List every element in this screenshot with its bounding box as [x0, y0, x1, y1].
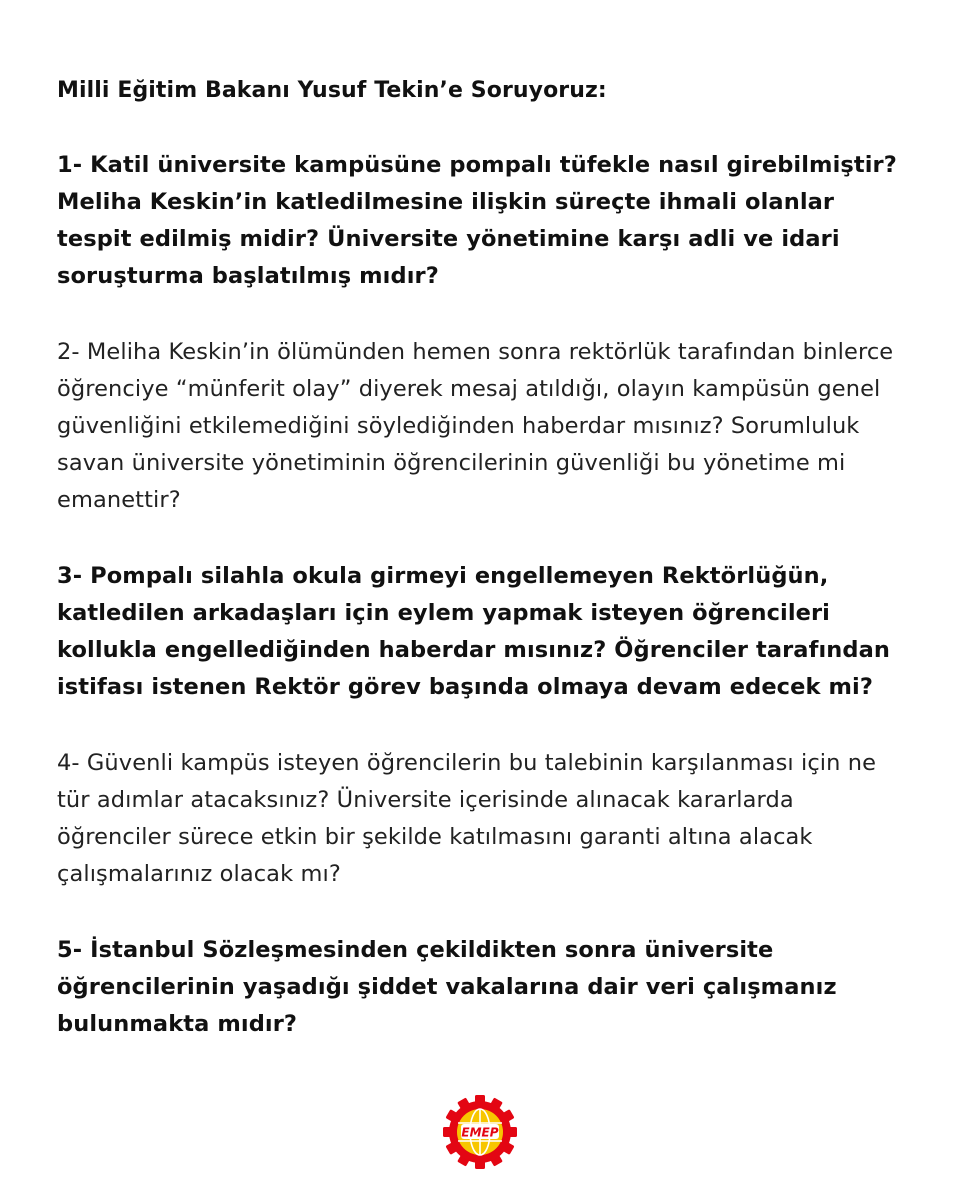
question-5: 5- İstanbul Sözleşmesinden çekildikten sonra üniversite öğrencilerinin yaşadığı şiddet vakalarına dair veri çalışmanız bulunmakta mıdır? — [57, 937, 837, 1037]
question-2: 2- Meliha Keskin’in ölümünden hemen sonra rektörlük tarafından binlerce öğrenciye “münferit olay” diyerek mesaj atıldığı, olayın kampüsün genel güvenliğini etkilemediğini söylediğinden haberdar mısınız? Sorumluluk savan üniversite yönetiminin öğrencilerinin güvenliği bu yönetime mi emanettir? — [57, 339, 894, 513]
question-1: 1- Katil üniversite kampüsüne pompalı tüfekle nasıl girebilmiştir? Meliha Keskin’in katledilmesine ilişkin süreçte ihmali olanlar tespit edilmiş midir? Üniversite yönetimine karşı adli ve idari soruşturma başlatılmış mıdır? — [57, 152, 897, 289]
emep-gear-globe-icon — [441, 1093, 519, 1171]
logo-text: EMEP — [461, 1125, 499, 1140]
document-body — [57, 72, 907, 1082]
question-3: 3- Pompalı silahla okula girmeyi engellemeyen Rektörlüğün, katledilen arkadaşları için eylem yapmak isteyen öğrencileri kollukla engellediğinden haberdar mısınız? Öğrenciler tarafından istifası istenen Rektör görev başında olmaya devam edecek mi? — [57, 563, 891, 700]
page-heading: Milli Eğitim Bakanı Yusuf Tekin’e Soruyoruz: — [57, 78, 607, 103]
emep-logo — [441, 1093, 519, 1171]
question-4: 4- Güvenli kampüs isteyen öğrencilerin bu talebinin karşılanması için ne tür adımlar atacaksınız? Üniversite içerisinde alınacak kararlarda öğrenciler sürece etkin bir şekilde katılmasını garanti altına alacak çalışmalarınız olacak mı? — [57, 750, 877, 887]
